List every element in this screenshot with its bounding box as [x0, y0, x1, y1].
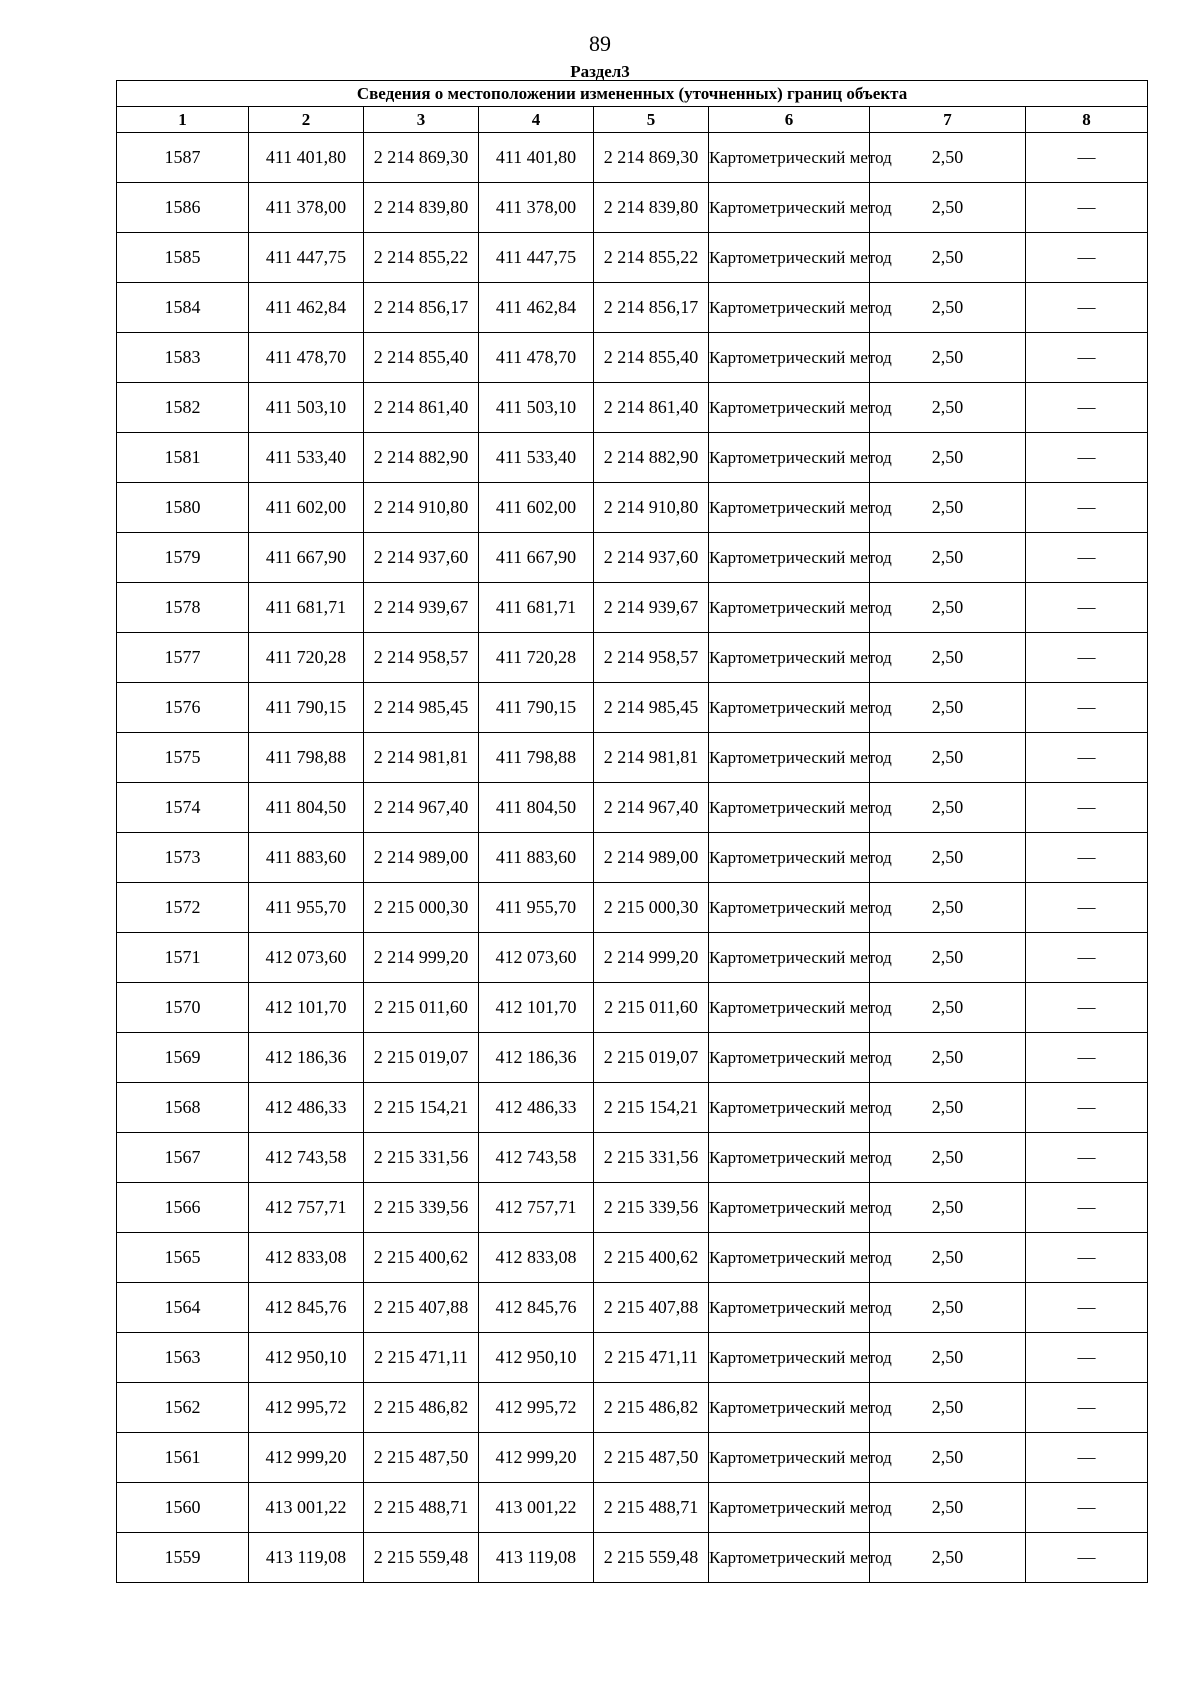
point-number-cell: 1582	[117, 383, 249, 433]
y-new-cell: 2 215 331,56	[594, 1133, 709, 1183]
method-cell: Картометрический метод	[709, 783, 870, 833]
y-old-cell: 2 214 937,60	[364, 533, 479, 583]
x-old-cell: 411 790,15	[249, 683, 364, 733]
note-cell: —	[1026, 1233, 1148, 1283]
x-new-cell: 411 667,90	[479, 533, 594, 583]
accuracy-cell: 2,50	[870, 433, 1026, 483]
y-new-cell: 2 214 981,81	[594, 733, 709, 783]
x-old-cell: 412 073,60	[249, 933, 364, 983]
method-cell: Картометрический метод	[709, 883, 870, 933]
x-old-cell: 413 001,22	[249, 1483, 364, 1533]
y-new-cell: 2 215 486,82	[594, 1383, 709, 1433]
method-cell: Картометрический метод	[709, 733, 870, 783]
note-cell: —	[1026, 683, 1148, 733]
table-row	[117, 1133, 1148, 1183]
x-old-cell: 411 798,88	[249, 733, 364, 783]
method-cell: Картометрический метод	[709, 683, 870, 733]
accuracy-cell: 2,50	[870, 983, 1026, 1033]
point-number-cell: 1579	[117, 533, 249, 583]
x-new-cell: 411 720,28	[479, 633, 594, 683]
accuracy-cell: 2,50	[870, 183, 1026, 233]
note-cell: —	[1026, 1183, 1148, 1233]
column-number: 4	[479, 107, 594, 133]
point-number-cell: 1560	[117, 1483, 249, 1533]
note-cell: —	[1026, 833, 1148, 883]
column-number: 5	[594, 107, 709, 133]
x-new-cell: 411 681,71	[479, 583, 594, 633]
y-new-cell: 2 214 882,90	[594, 433, 709, 483]
x-old-cell: 411 955,70	[249, 883, 364, 933]
point-number-cell: 1585	[117, 233, 249, 283]
column-number: 8	[1026, 107, 1148, 133]
note-cell: —	[1026, 1133, 1148, 1183]
point-number-cell: 1574	[117, 783, 249, 833]
x-old-cell: 412 845,76	[249, 1283, 364, 1333]
x-old-cell: 412 950,10	[249, 1333, 364, 1383]
x-new-cell: 412 073,60	[479, 933, 594, 983]
x-old-cell: 412 999,20	[249, 1433, 364, 1483]
table-row	[117, 733, 1148, 783]
table-row	[117, 183, 1148, 233]
point-number-cell: 1561	[117, 1433, 249, 1483]
point-number-cell: 1565	[117, 1233, 249, 1283]
accuracy-cell: 2,50	[870, 133, 1026, 183]
method-cell: Картометрический метод	[709, 1533, 870, 1583]
x-old-cell: 412 186,36	[249, 1033, 364, 1083]
point-number-cell: 1563	[117, 1333, 249, 1383]
x-old-cell: 411 447,75	[249, 233, 364, 283]
x-old-cell: 411 401,80	[249, 133, 364, 183]
y-new-cell: 2 214 855,22	[594, 233, 709, 283]
point-number-cell: 1568	[117, 1083, 249, 1133]
note-cell: —	[1026, 1433, 1148, 1483]
y-old-cell: 2 214 989,00	[364, 833, 479, 883]
note-cell: —	[1026, 933, 1148, 983]
method-cell: Картометрический метод	[709, 133, 870, 183]
y-old-cell: 2 215 400,62	[364, 1233, 479, 1283]
table-row	[117, 683, 1148, 733]
method-cell: Картометрический метод	[709, 1333, 870, 1383]
y-new-cell: 2 215 487,50	[594, 1433, 709, 1483]
point-number-cell: 1564	[117, 1283, 249, 1333]
y-old-cell: 2 215 487,50	[364, 1433, 479, 1483]
x-new-cell: 412 833,08	[479, 1233, 594, 1283]
point-number-cell: 1584	[117, 283, 249, 333]
method-cell: Картометрический метод	[709, 1233, 870, 1283]
table-row	[117, 1033, 1148, 1083]
x-new-cell: 411 955,70	[479, 883, 594, 933]
accuracy-cell: 2,50	[870, 833, 1026, 883]
y-new-cell: 2 214 861,40	[594, 383, 709, 433]
accuracy-cell: 2,50	[870, 683, 1026, 733]
note-cell: —	[1026, 233, 1148, 283]
x-new-cell: 413 119,08	[479, 1533, 594, 1583]
x-new-cell: 412 757,71	[479, 1183, 594, 1233]
x-old-cell: 412 743,58	[249, 1133, 364, 1183]
method-cell: Картометрический метод	[709, 333, 870, 383]
x-new-cell: 412 845,76	[479, 1283, 594, 1333]
note-cell: —	[1026, 1283, 1148, 1333]
y-new-cell: 2 215 559,48	[594, 1533, 709, 1583]
coordinates-table	[116, 80, 1148, 1583]
table-row	[117, 1383, 1148, 1433]
column-number: 1	[117, 107, 249, 133]
accuracy-cell: 2,50	[870, 1233, 1026, 1283]
note-cell: —	[1026, 1333, 1148, 1383]
accuracy-cell: 2,50	[870, 933, 1026, 983]
table-row	[117, 583, 1148, 633]
x-new-cell: 411 478,70	[479, 333, 594, 383]
x-new-cell: 412 743,58	[479, 1133, 594, 1183]
x-old-cell: 413 119,08	[249, 1533, 364, 1583]
y-new-cell: 2 215 407,88	[594, 1283, 709, 1333]
y-new-cell: 2 214 989,00	[594, 833, 709, 883]
y-old-cell: 2 215 011,60	[364, 983, 479, 1033]
note-cell: —	[1026, 433, 1148, 483]
table-row	[117, 1533, 1148, 1583]
accuracy-cell: 2,50	[870, 583, 1026, 633]
y-new-cell: 2 215 400,62	[594, 1233, 709, 1283]
note-cell: —	[1026, 583, 1148, 633]
y-new-cell: 2 215 011,60	[594, 983, 709, 1033]
y-new-cell: 2 215 000,30	[594, 883, 709, 933]
method-cell: Картометрический метод	[709, 1133, 870, 1183]
point-number-cell: 1559	[117, 1533, 249, 1583]
point-number-cell: 1575	[117, 733, 249, 783]
y-old-cell: 2 214 910,80	[364, 483, 479, 533]
y-old-cell: 2 215 331,56	[364, 1133, 479, 1183]
x-new-cell: 412 486,33	[479, 1083, 594, 1133]
accuracy-cell: 2,50	[870, 1433, 1026, 1483]
y-old-cell: 2 214 855,40	[364, 333, 479, 383]
point-number-cell: 1569	[117, 1033, 249, 1083]
method-cell: Картометрический метод	[709, 433, 870, 483]
point-number-cell: 1572	[117, 883, 249, 933]
method-cell: Картометрический метод	[709, 533, 870, 583]
accuracy-cell: 2,50	[870, 283, 1026, 333]
method-cell: Картометрический метод	[709, 983, 870, 1033]
note-cell: —	[1026, 633, 1148, 683]
y-new-cell: 2 214 856,17	[594, 283, 709, 333]
y-old-cell: 2 214 985,45	[364, 683, 479, 733]
page-number: 89	[589, 31, 611, 56]
y-old-cell: 2 215 471,11	[364, 1333, 479, 1383]
table-row	[117, 1333, 1148, 1383]
accuracy-cell: 2,50	[870, 233, 1026, 283]
table-row	[117, 133, 1148, 183]
column-number: 7	[870, 107, 1026, 133]
note-cell: —	[1026, 483, 1148, 533]
x-old-cell: 411 667,90	[249, 533, 364, 583]
x-new-cell: 411 462,84	[479, 283, 594, 333]
x-new-cell: 412 186,36	[479, 1033, 594, 1083]
point-number-cell: 1586	[117, 183, 249, 233]
method-cell: Картометрический метод	[709, 583, 870, 633]
column-number-row	[117, 107, 1148, 133]
note-cell: —	[1026, 183, 1148, 233]
x-old-cell: 411 478,70	[249, 333, 364, 383]
method-cell: Картометрический метод	[709, 933, 870, 983]
x-new-cell: 412 995,72	[479, 1383, 594, 1433]
method-cell: Картометрический метод	[709, 383, 870, 433]
note-cell: —	[1026, 333, 1148, 383]
point-number-cell: 1576	[117, 683, 249, 733]
point-number-cell: 1570	[117, 983, 249, 1033]
point-number-cell: 1578	[117, 583, 249, 633]
table-row	[117, 533, 1148, 583]
point-number-cell: 1577	[117, 633, 249, 683]
point-number-cell: 1566	[117, 1183, 249, 1233]
x-new-cell: 411 401,80	[479, 133, 594, 183]
x-new-cell: 411 883,60	[479, 833, 594, 883]
note-cell: —	[1026, 733, 1148, 783]
accuracy-cell: 2,50	[870, 1133, 1026, 1183]
note-cell: —	[1026, 133, 1148, 183]
column-number: 3	[364, 107, 479, 133]
point-number-cell: 1580	[117, 483, 249, 533]
table-row	[117, 883, 1148, 933]
accuracy-cell: 2,50	[870, 1283, 1026, 1333]
note-cell: —	[1026, 1083, 1148, 1133]
accuracy-cell: 2,50	[870, 1483, 1026, 1533]
column-number: 6	[709, 107, 870, 133]
accuracy-cell: 2,50	[870, 533, 1026, 583]
y-new-cell: 2 215 339,56	[594, 1183, 709, 1233]
accuracy-cell: 2,50	[870, 1333, 1026, 1383]
y-new-cell: 2 215 019,07	[594, 1033, 709, 1083]
x-old-cell: 412 101,70	[249, 983, 364, 1033]
point-number-cell: 1583	[117, 333, 249, 383]
y-old-cell: 2 214 939,67	[364, 583, 479, 633]
table-row	[117, 1233, 1148, 1283]
x-old-cell: 412 833,08	[249, 1233, 364, 1283]
table-row	[117, 483, 1148, 533]
y-new-cell: 2 214 999,20	[594, 933, 709, 983]
x-new-cell: 411 447,75	[479, 233, 594, 283]
x-old-cell: 411 804,50	[249, 783, 364, 833]
y-old-cell: 2 214 861,40	[364, 383, 479, 433]
x-new-cell: 413 001,22	[479, 1483, 594, 1533]
y-old-cell: 2 214 856,17	[364, 283, 479, 333]
table-row	[117, 983, 1148, 1033]
note-cell: —	[1026, 783, 1148, 833]
table-row	[117, 1283, 1148, 1333]
y-new-cell: 2 214 939,67	[594, 583, 709, 633]
method-cell: Картометрический метод	[709, 833, 870, 883]
x-old-cell: 411 462,84	[249, 283, 364, 333]
x-old-cell: 412 757,71	[249, 1183, 364, 1233]
accuracy-cell: 2,50	[870, 1383, 1026, 1433]
table-row	[117, 333, 1148, 383]
table-row	[117, 233, 1148, 283]
table-caption: Сведения о местоположении измененных (уточненных) границ объекта	[117, 81, 1148, 107]
y-new-cell: 2 215 488,71	[594, 1483, 709, 1533]
y-old-cell: 2 214 981,81	[364, 733, 479, 783]
y-new-cell: 2 215 154,21	[594, 1083, 709, 1133]
accuracy-cell: 2,50	[870, 1033, 1026, 1083]
x-new-cell: 412 950,10	[479, 1333, 594, 1383]
x-old-cell: 411 681,71	[249, 583, 364, 633]
note-cell: —	[1026, 1533, 1148, 1583]
note-cell: —	[1026, 383, 1148, 433]
x-new-cell: 411 798,88	[479, 733, 594, 783]
accuracy-cell: 2,50	[870, 783, 1026, 833]
y-new-cell: 2 214 985,45	[594, 683, 709, 733]
y-old-cell: 2 215 019,07	[364, 1033, 479, 1083]
y-old-cell: 2 214 869,30	[364, 133, 479, 183]
x-old-cell: 411 378,00	[249, 183, 364, 233]
point-number-cell: 1571	[117, 933, 249, 983]
y-old-cell: 2 215 407,88	[364, 1283, 479, 1333]
method-cell: Картометрический метод	[709, 1383, 870, 1433]
y-new-cell: 2 214 855,40	[594, 333, 709, 383]
y-old-cell: 2 214 839,80	[364, 183, 479, 233]
y-old-cell: 2 215 488,71	[364, 1483, 479, 1533]
x-new-cell: 411 602,00	[479, 483, 594, 533]
x-old-cell: 411 883,60	[249, 833, 364, 883]
y-new-cell: 2 214 839,80	[594, 183, 709, 233]
y-old-cell: 2 214 999,20	[364, 933, 479, 983]
table-row	[117, 933, 1148, 983]
y-old-cell: 2 214 855,22	[364, 233, 479, 283]
y-new-cell: 2 214 910,80	[594, 483, 709, 533]
table-row	[117, 1183, 1148, 1233]
y-new-cell: 2 215 471,11	[594, 1333, 709, 1383]
point-number-cell: 1587	[117, 133, 249, 183]
x-new-cell: 411 804,50	[479, 783, 594, 833]
method-cell: Картометрический метод	[709, 633, 870, 683]
point-number-cell: 1581	[117, 433, 249, 483]
method-cell: Картометрический метод	[709, 1433, 870, 1483]
x-new-cell: 412 101,70	[479, 983, 594, 1033]
table-row	[117, 1083, 1148, 1133]
y-new-cell: 2 214 869,30	[594, 133, 709, 183]
x-new-cell: 411 533,40	[479, 433, 594, 483]
note-cell: —	[1026, 883, 1148, 933]
point-number-cell: 1567	[117, 1133, 249, 1183]
note-cell: —	[1026, 283, 1148, 333]
column-number: 2	[249, 107, 364, 133]
accuracy-cell: 2,50	[870, 633, 1026, 683]
y-old-cell: 2 215 486,82	[364, 1383, 479, 1433]
x-new-cell: 411 790,15	[479, 683, 594, 733]
note-cell: —	[1026, 1483, 1148, 1533]
accuracy-cell: 2,50	[870, 883, 1026, 933]
method-cell: Картометрический метод	[709, 233, 870, 283]
x-new-cell: 412 999,20	[479, 1433, 594, 1483]
accuracy-cell: 2,50	[870, 333, 1026, 383]
y-old-cell: 2 214 967,40	[364, 783, 479, 833]
point-number-cell: 1562	[117, 1383, 249, 1433]
method-cell: Картометрический метод	[709, 1033, 870, 1083]
y-new-cell: 2 214 967,40	[594, 783, 709, 833]
table-row	[117, 833, 1148, 883]
y-old-cell: 2 215 339,56	[364, 1183, 479, 1233]
accuracy-cell: 2,50	[870, 383, 1026, 433]
table-row	[117, 1433, 1148, 1483]
method-cell: Картометрический метод	[709, 183, 870, 233]
x-old-cell: 412 486,33	[249, 1083, 364, 1133]
y-old-cell: 2 215 154,21	[364, 1083, 479, 1133]
accuracy-cell: 2,50	[870, 1083, 1026, 1133]
x-old-cell: 411 503,10	[249, 383, 364, 433]
method-cell: Картометрический метод	[709, 1283, 870, 1333]
accuracy-cell: 2,50	[870, 483, 1026, 533]
x-old-cell: 412 995,72	[249, 1383, 364, 1433]
x-new-cell: 411 378,00	[479, 183, 594, 233]
method-cell: Картометрический метод	[709, 483, 870, 533]
accuracy-cell: 2,50	[870, 1533, 1026, 1583]
method-cell: Картометрический метод	[709, 1483, 870, 1533]
note-cell: —	[1026, 533, 1148, 583]
y-new-cell: 2 214 937,60	[594, 533, 709, 583]
note-cell: —	[1026, 1033, 1148, 1083]
point-number-cell: 1573	[117, 833, 249, 883]
y-old-cell: 2 214 958,57	[364, 633, 479, 683]
table-row	[117, 433, 1148, 483]
table-row	[117, 783, 1148, 833]
y-old-cell: 2 215 000,30	[364, 883, 479, 933]
y-old-cell: 2 215 559,48	[364, 1533, 479, 1583]
y-old-cell: 2 214 882,90	[364, 433, 479, 483]
table-body	[117, 133, 1148, 1583]
table-row	[117, 283, 1148, 333]
table-row	[117, 633, 1148, 683]
table-row	[117, 383, 1148, 433]
accuracy-cell: 2,50	[870, 1183, 1026, 1233]
note-cell: —	[1026, 983, 1148, 1033]
x-old-cell: 411 533,40	[249, 433, 364, 483]
x-old-cell: 411 602,00	[249, 483, 364, 533]
table-row	[117, 1483, 1148, 1533]
method-cell: Картометрический метод	[709, 1083, 870, 1133]
note-cell: —	[1026, 1383, 1148, 1433]
accuracy-cell: 2,50	[870, 733, 1026, 783]
x-new-cell: 411 503,10	[479, 383, 594, 433]
y-new-cell: 2 214 958,57	[594, 633, 709, 683]
x-old-cell: 411 720,28	[249, 633, 364, 683]
method-cell: Картометрический метод	[709, 1183, 870, 1233]
method-cell: Картометрический метод	[709, 283, 870, 333]
section-title: Раздел3	[570, 62, 630, 81]
